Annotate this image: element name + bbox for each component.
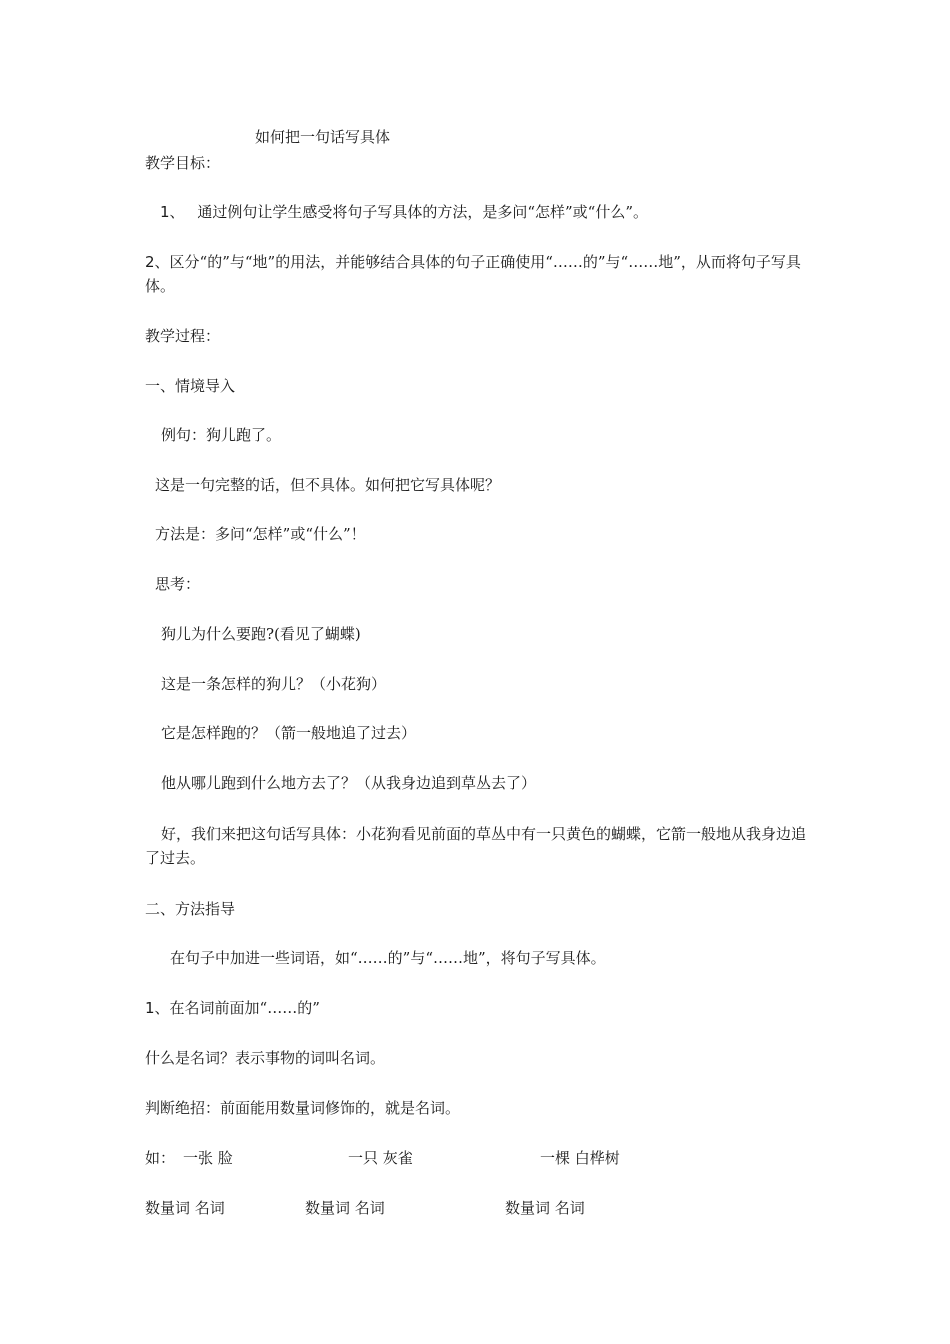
example-label-2: 数量词 名词 [305,1199,385,1217]
example-label-3: 数量词 名词 [505,1199,585,1217]
noun-trick: 判断绝招：前面能用数量词修饰的，就是名词。 [145,1099,461,1117]
method-intro: 在句子中加进一些词语，如“……的”与“……地”，将句子写具体。 [170,949,606,967]
example-phrase-3: 一棵 白桦树 [540,1149,620,1167]
process-heading: 教学过程： [145,327,221,345]
summary-paragraph: 好，我们来把这句话写具体：小花狗看见前面的草丛中有一只黄色的蝴蝶，它箭一般地从我身边追了过去。 [145,825,807,867]
goal-2-number: 2、 [145,253,170,271]
goal-1-text: 通过例句让学生感受将句子写具体的方法，是多问“怎样”或“什么”。 [197,203,649,221]
example-comment: 这是一句完整的话，但不具体。如何把它写具体呢？ [155,476,501,494]
section-1-heading: 一、情境导入 [145,377,236,395]
question-2: 这是一条怎样的狗儿？（小花狗） [161,675,387,693]
goals-heading: 教学目标： [145,154,221,172]
example-sentence: 例句：狗儿跑了。 [161,426,282,444]
point-1-number: 1、 [145,999,170,1017]
question-3: 它是怎样跑的？（箭一般地追了过去） [161,724,417,742]
method-line: 方法是：多问“怎样”或“什么”！ [155,525,366,543]
example-phrase-2: 一只 灰雀 [348,1149,413,1167]
question-1: 狗儿为什么要跑?(看见了蝴蝶) [161,625,361,643]
section-2-heading: 二、方法指导 [145,900,236,918]
example-phrase-1: 一张 脸 [183,1149,233,1167]
noun-definition: 什么是名词？表示事物的词叫名词。 [145,1049,386,1067]
examples-prefix: 如： [145,1149,176,1167]
goal-2 [145,250,810,298]
goal-2-text: 区分“的”与“地”的用法，并能够结合具体的句子正确使用“……的”与“……地”，从而将句子写具体。 [145,253,801,295]
question-4: 他从哪儿跑到什么地方去了？（从我身边追到草丛去了） [161,774,537,792]
example-label-1: 数量词 名词 [145,1199,225,1217]
goal-1-number: 1、 [160,203,185,221]
document-title: 如何把一句话写具体 [255,128,391,146]
point-1 [145,998,320,1018]
goal-1 [160,202,648,222]
point-1-text: 在名词前面加“……的” [169,999,320,1017]
think-label: 思考： [155,575,201,593]
